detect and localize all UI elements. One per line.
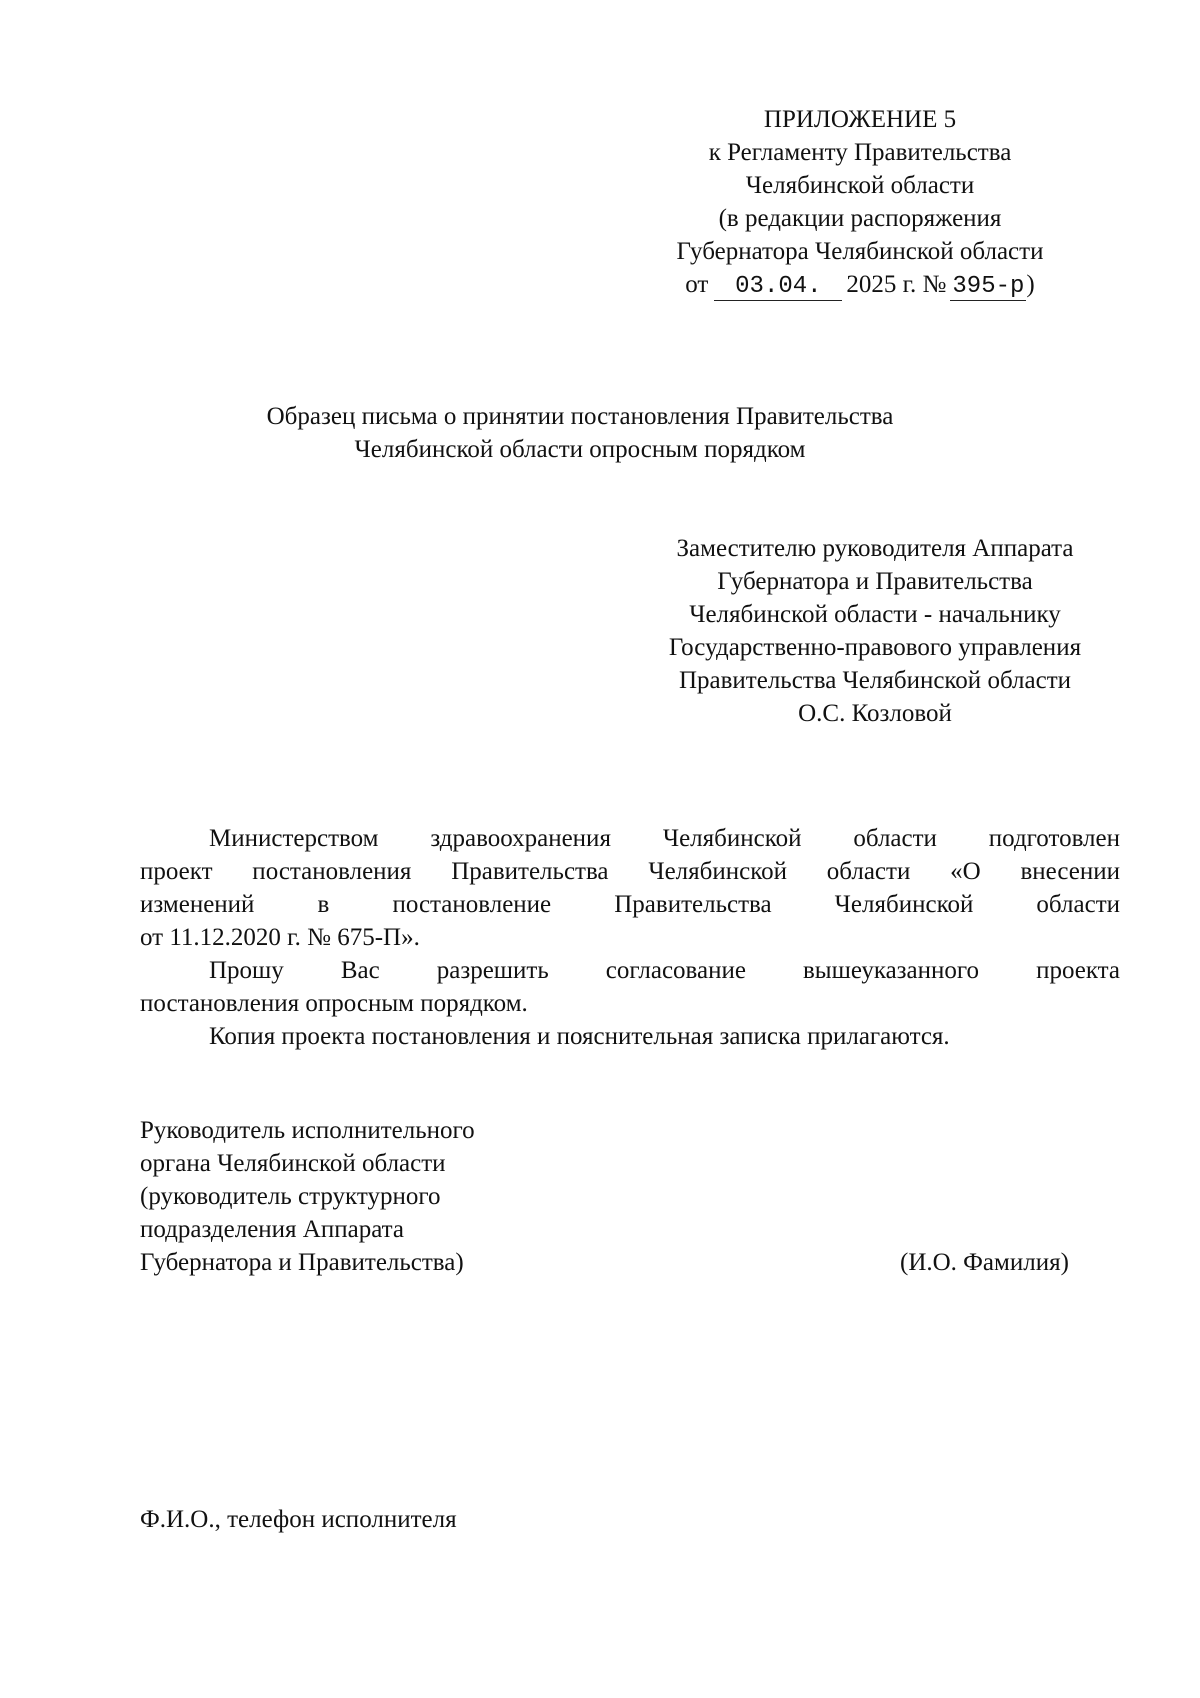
signatory-block — [140, 1114, 640, 1279]
addressee-line: Губернатора и Правительства — [717, 568, 1033, 595]
body-line: постановления опросным порядком. — [140, 990, 528, 1017]
close-paren: ) — [1026, 271, 1035, 298]
date-field: 03.04. — [714, 274, 842, 301]
appendix-line: Челябинской области — [745, 172, 975, 199]
appendix-line: (в редакции распоряжения — [718, 205, 1002, 232]
body-line: Министерством здравоохранения Челябинской области подготовлен — [209, 825, 1120, 852]
appendix-date-row — [620, 268, 1100, 301]
signature-name: (И.О. Фамилия) — [900, 1249, 1069, 1276]
addressee-name: О.С. Козловой — [798, 700, 952, 727]
addressee-line: Заместителю руководителя Аппарата — [676, 535, 1074, 562]
appendix-line: Губернатора Челябинской области — [676, 238, 1044, 265]
body-line: изменений в постановление Правительства Челябинской области — [140, 891, 1120, 918]
addressee-block — [620, 532, 1130, 730]
addressee-line: Челябинской области - начальнику — [689, 601, 1061, 628]
addressee-line: Правительства Челябинской области — [678, 667, 1072, 694]
body-line: от 11.12.2020 г. № 675-П». — [140, 924, 420, 951]
document-title — [200, 400, 960, 466]
appendix-line: к Регламенту Правительства — [708, 139, 1012, 166]
signatory-line: Руководитель исполнительного — [140, 1117, 475, 1144]
year-text: 2025 г. № — [846, 271, 947, 298]
title-line: Образец письма о принятии постановления Правительства — [266, 403, 894, 430]
signatory-line: (руководитель структурного — [140, 1183, 441, 1210]
body-line: проект постановления Правительства Челябинской области «О внесении — [140, 858, 1120, 885]
executor-info: Ф.И.О., телефон исполнителя — [140, 1506, 457, 1533]
number-field: 395-р — [952, 273, 1025, 300]
signatory-line: подразделения Аппарата — [140, 1216, 404, 1243]
appendix-header — [620, 103, 1100, 301]
from-label: от — [685, 271, 709, 298]
appendix-title: ПРИЛОЖЕНИЕ 5 — [763, 106, 957, 133]
signatory-line: органа Челябинской области — [140, 1150, 446, 1177]
title-line: Челябинской области опросным порядком — [354, 436, 806, 463]
signatory-line: Губернатора и Правительства) — [140, 1249, 464, 1276]
addressee-line: Государственно-правового управления — [668, 634, 1082, 661]
letter-body — [140, 822, 1120, 1053]
body-line: Прошу Вас разрешить согласование вышеуказанного проекта — [209, 957, 1120, 984]
body-line: Копия проекта постановления и пояснительная записка прилагаются. — [209, 1023, 950, 1050]
